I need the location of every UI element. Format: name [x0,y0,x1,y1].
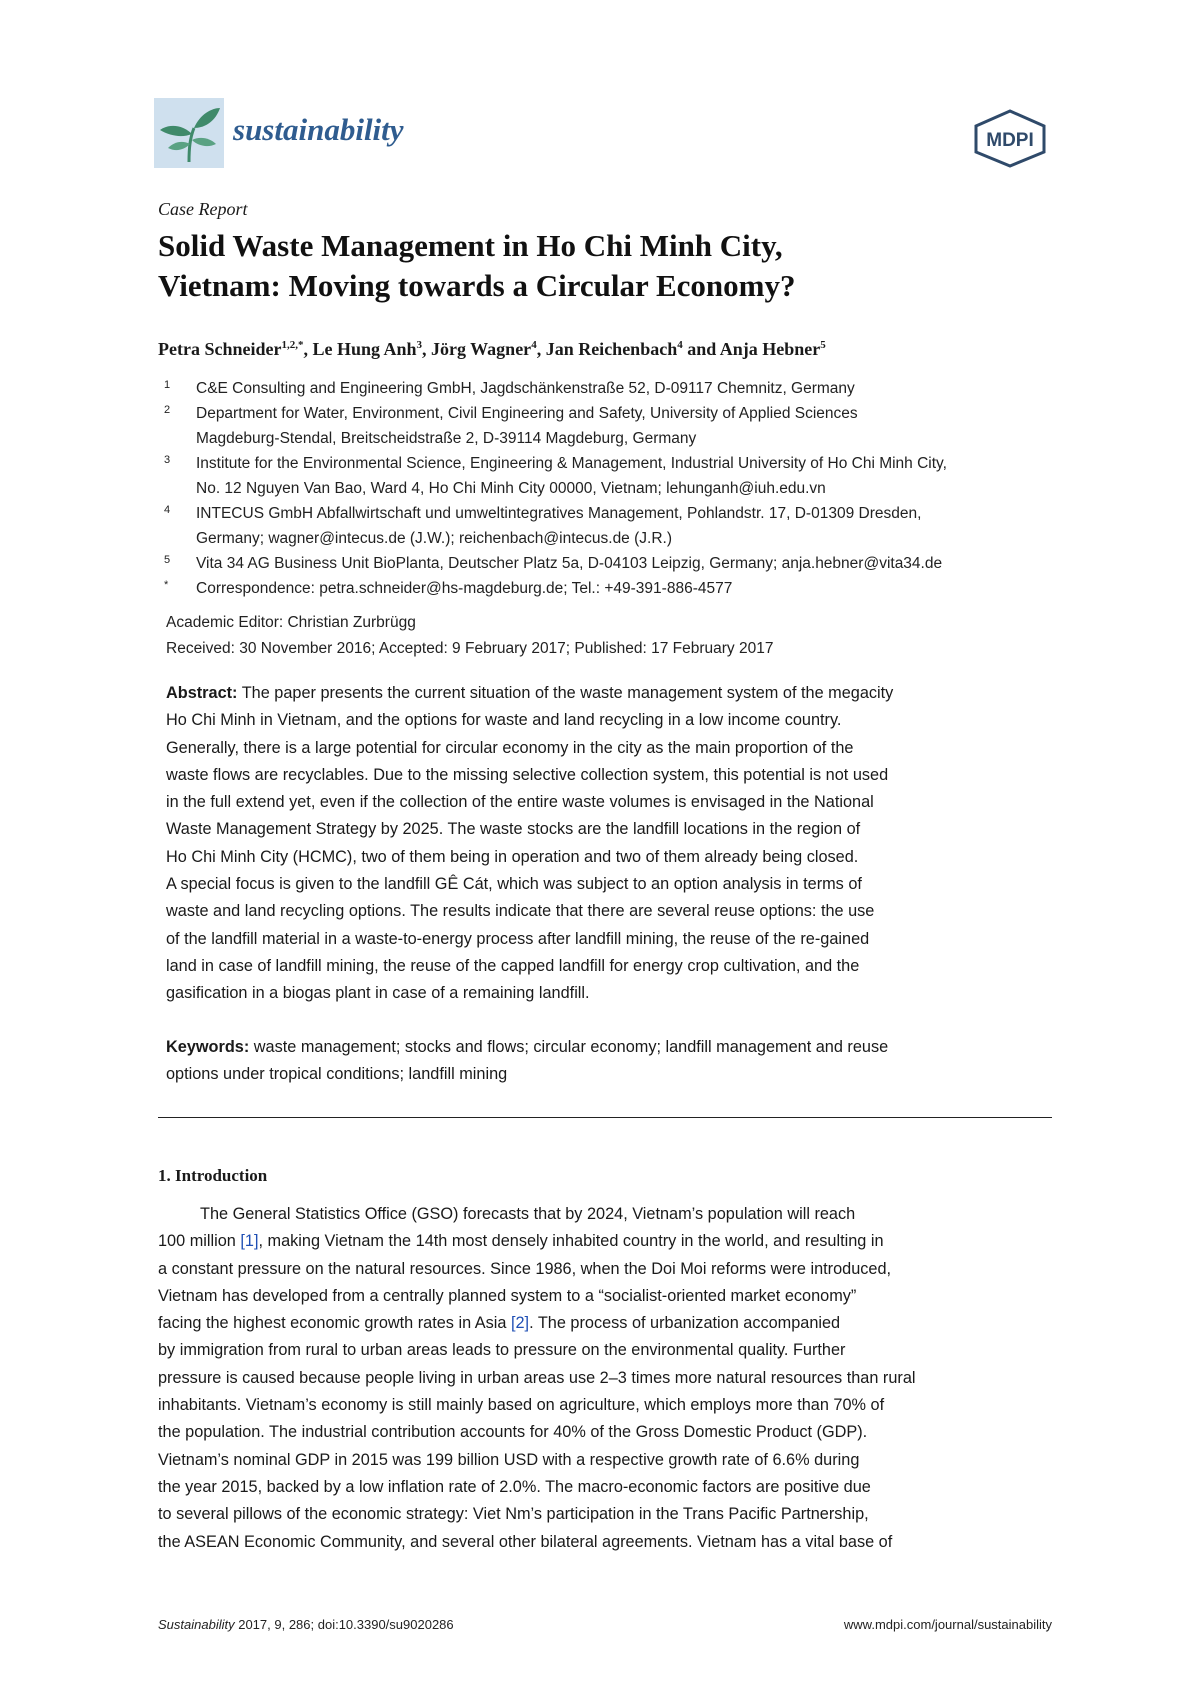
abstract-text: The paper presents the current situation of the waste management system of the megacity [237,684,894,702]
keywords [166,1034,1052,1089]
affiliation-mark: 2 [164,404,171,416]
abstract-line [166,980,1052,1007]
body-line [158,1256,1052,1283]
body-text [158,1201,1052,1556]
author-affiliation-mark: 3 [416,339,423,351]
affiliation-mark: * [164,579,169,591]
body-text-span: . The process of urbanization accompanied [529,1314,841,1333]
editor-and-dates [166,610,773,662]
abstract-line [166,844,1052,871]
body-line [158,1201,1052,1228]
body-line [158,1392,1052,1419]
abstract-text: waste flows are recyclables. Due to the missing selective collection system, this potential is not used [166,765,889,784]
journal-name: sustainability [233,112,404,147]
body-text-span: the year 2015, backed by a low inflation rate of 2.0%. The macro-economic factors are positive due [158,1477,871,1496]
abstract-line [166,762,1052,789]
affiliation-mark: 1 [164,379,171,391]
body-text-span: by immigration from rural to urban areas leads to pressure on the environmental quality. Further [158,1341,846,1360]
affiliation [158,501,1058,551]
affiliation-line: Germany; wagner@intecus.de (J.W.); reichenbach@intecus.de (J.R.) [196,530,672,547]
affiliation-mark: 3 [164,454,171,466]
author-name: Jörg Wagner [431,339,532,359]
body-line [158,1501,1052,1528]
body-text-span: 100 million [158,1232,241,1251]
body-line [158,1419,1052,1446]
author-separator: , [303,339,313,359]
abstract-text: A special focus is given to the landfill GÊ Cát, which was subject to an option analysis in terms of [166,875,862,894]
abstract-text: in the full extend yet, even if the collection of the entire waste volumes is envisaged in the National [166,793,874,812]
affiliation [158,576,1058,601]
section-heading: 1. Introduction [158,1166,268,1185]
affiliation [158,401,1058,451]
author-name: Le Hung Anh [312,339,417,359]
abstract-text: Ho Chi Minh City (HCMC), two of them being in operation and two of them already being closed. [166,847,859,866]
author-affiliation-mark: 1,2,* [281,339,304,351]
abstract-line [166,816,1052,843]
body-line [158,1337,1052,1364]
abstract-line [166,735,1052,762]
body-text-span: a constant pressure on the natural resources. Since 1986, when the Doi Moi reforms were introduced, [158,1259,892,1278]
author-name: Jan Reichenbach [545,339,678,359]
abstract-text: waste and land recycling options. The results indicate that there are several reuse options: the use [166,902,875,921]
abstract-line [166,680,1052,707]
journal-url-link[interactable]: www.mdpi.com/journal/sustainability [843,1617,1052,1632]
body-text-span: Vietnam has developed from a centrally planned system to a “socialist-oriented market economy” [158,1286,857,1305]
citation-footer [158,1617,454,1632]
article-title [158,226,1058,306]
affiliation-line: Vita 34 AG Business Unit BioPlanta, Deutscher Platz 5a, D-04103 Leipzig, Germany; anja.hebner@vita34.de [196,555,943,572]
abstract-line [166,898,1052,925]
author-separator: , [422,339,432,359]
body-text-span: inhabitants. Vietnam’s economy is still mainly based on agriculture, which employs more than 70% of [158,1396,885,1415]
abstract-line [166,871,1052,898]
body-text-span: facing the highest economic growth rates in Asia [158,1314,511,1333]
article-type: Case Report [158,199,248,219]
body-line [158,1310,1052,1337]
abstract-text: Generally, there is a large potential for circular economy in the city as the main proportion of the [166,738,854,757]
body-text-span: pressure is caused because people living in urban areas use 2–3 times more natural resources than rural [158,1368,916,1387]
affiliation-list [158,376,1058,601]
abstract-text: Waste Management Strategy by 2025. The waste stocks are the landfill locations in the region of [166,820,861,839]
body-line [158,1228,1052,1255]
publication-dates: Received: 30 November 2016; Accepted: 9 February 2017; Published: 17 February 2017 [166,640,774,657]
abstract-text: Ho Chi Minh in Vietnam, and the options for waste and land recycling in a low income country. [166,711,842,730]
author-name: Anja Hebner [719,339,821,359]
author-affiliation-mark: 4 [677,339,683,351]
abstract-line [166,789,1052,816]
abstract [166,680,1052,1008]
author-affiliation-mark: 5 [820,339,826,351]
academic-editor: Academic Editor: Christian Zurbrügg [166,614,416,631]
author-separator: and [682,339,720,359]
body-text-span: to several pillows of the economic strategy: Viet Nm’s participation in the Trans Pacific Partnership, [158,1505,869,1524]
body-line [158,1283,1052,1310]
affiliation-line: INTECUS GmbH Abfallwirtschaft und umweltintegratives Management, Pohlandstr. 17, D-01309 Dresden, [196,505,922,522]
affiliation-line: Institute for the Environmental Science, Engineering & Management, Industrial University of Ho Chi Minh City, [196,455,947,472]
body-text-span: the ASEAN Economic Community, and several other bilateral agreements. Vietnam has a vital base of [158,1532,893,1551]
keywords-text: waste management; stocks and flows; circular economy; landfill management and reuse [249,1038,889,1056]
affiliation-mark: 4 [164,504,171,516]
body-text-span: Vietnam’s nominal GDP in 2015 was 199 billion USD with a respective growth rate of 6.6% during [158,1450,860,1469]
section-divider [158,1117,1052,1118]
abstract-label: Abstract: [166,684,238,702]
affiliation-line: Correspondence: petra.schneider@hs-magdeburg.de; Tel.: +49-391-886-4577 [196,580,733,597]
title-line: Vietnam: Moving towards a Circular Economy? [158,268,796,303]
abstract-line [166,953,1052,980]
title-line: Solid Waste Management in Ho Chi Minh City, [158,228,783,263]
body-text-span: the population. The industrial contribution accounts for 40% of the Gross Domestic Product (GDP). [158,1423,868,1442]
body-text-span: The General Statistics Office (GSO) forecasts that by 2024, Vietnam’s population will reach [200,1205,856,1223]
affiliation [158,376,1058,401]
abstract-text: of the landfill material in a waste-to-energy process after landfill mining, the reuse of the re-gained [166,929,870,948]
keywords-label: Keywords: [166,1038,250,1056]
reference-link[interactable]: [2] [510,1314,530,1333]
affiliation-line: No. 12 Nguyen Van Bao, Ward 4, Ho Chi Minh City 00000, Vietnam; lehunganh@iuh.edu.vn [196,480,826,497]
mdpi-logo-text: MDPI [986,130,1034,151]
mdpi-logo[interactable] [970,108,1050,168]
affiliation [158,551,1058,576]
body-line [158,1529,1052,1556]
keywords-line [166,1034,1052,1061]
affiliation-mark: 5 [164,554,171,566]
affiliation-line: Department for Water, Environment, Civil Engineering and Safety, University of Applied Sciences [196,405,858,422]
footer-citation: 2017, 9, 286; doi:10.3390/su9020286 [234,1617,454,1632]
body-line [158,1365,1052,1392]
author-affiliation-mark: 4 [531,339,537,351]
abstract-line [166,707,1052,734]
affiliation-line: C&E Consulting and Engineering GmbH, Jagdschänkenstraße 52, D-09117 Chemnitz, Germany [196,380,855,397]
author-list [158,339,826,360]
reference-link[interactable]: [1] [240,1232,259,1251]
body-text-span: , making Vietnam the 14th most densely inhabited country in the world, and resulting in [258,1232,884,1251]
affiliation-line: Magdeburg-Stendal, Breitscheidstraße 2, D-39114 Magdeburg, Germany [196,430,697,447]
abstract-text: gasification in a biogas plant in case of a remaining landfill. [166,984,590,1003]
author-separator: , [536,339,546,359]
footer-journal-name: Sustainability [158,1617,235,1632]
abstract-text: land in case of landfill mining, the reuse of the capped landfill for energy crop cultivation, and the [166,956,860,975]
body-line [158,1474,1052,1501]
plant-sprout-icon [154,98,224,168]
body-line [158,1447,1052,1474]
author-name: Petra Schneider [158,339,282,359]
abstract-line [166,926,1052,953]
affiliation [158,451,1058,501]
keywords-line [166,1061,1052,1088]
keywords-text: options under tropical conditions; landfill mining [166,1065,508,1084]
